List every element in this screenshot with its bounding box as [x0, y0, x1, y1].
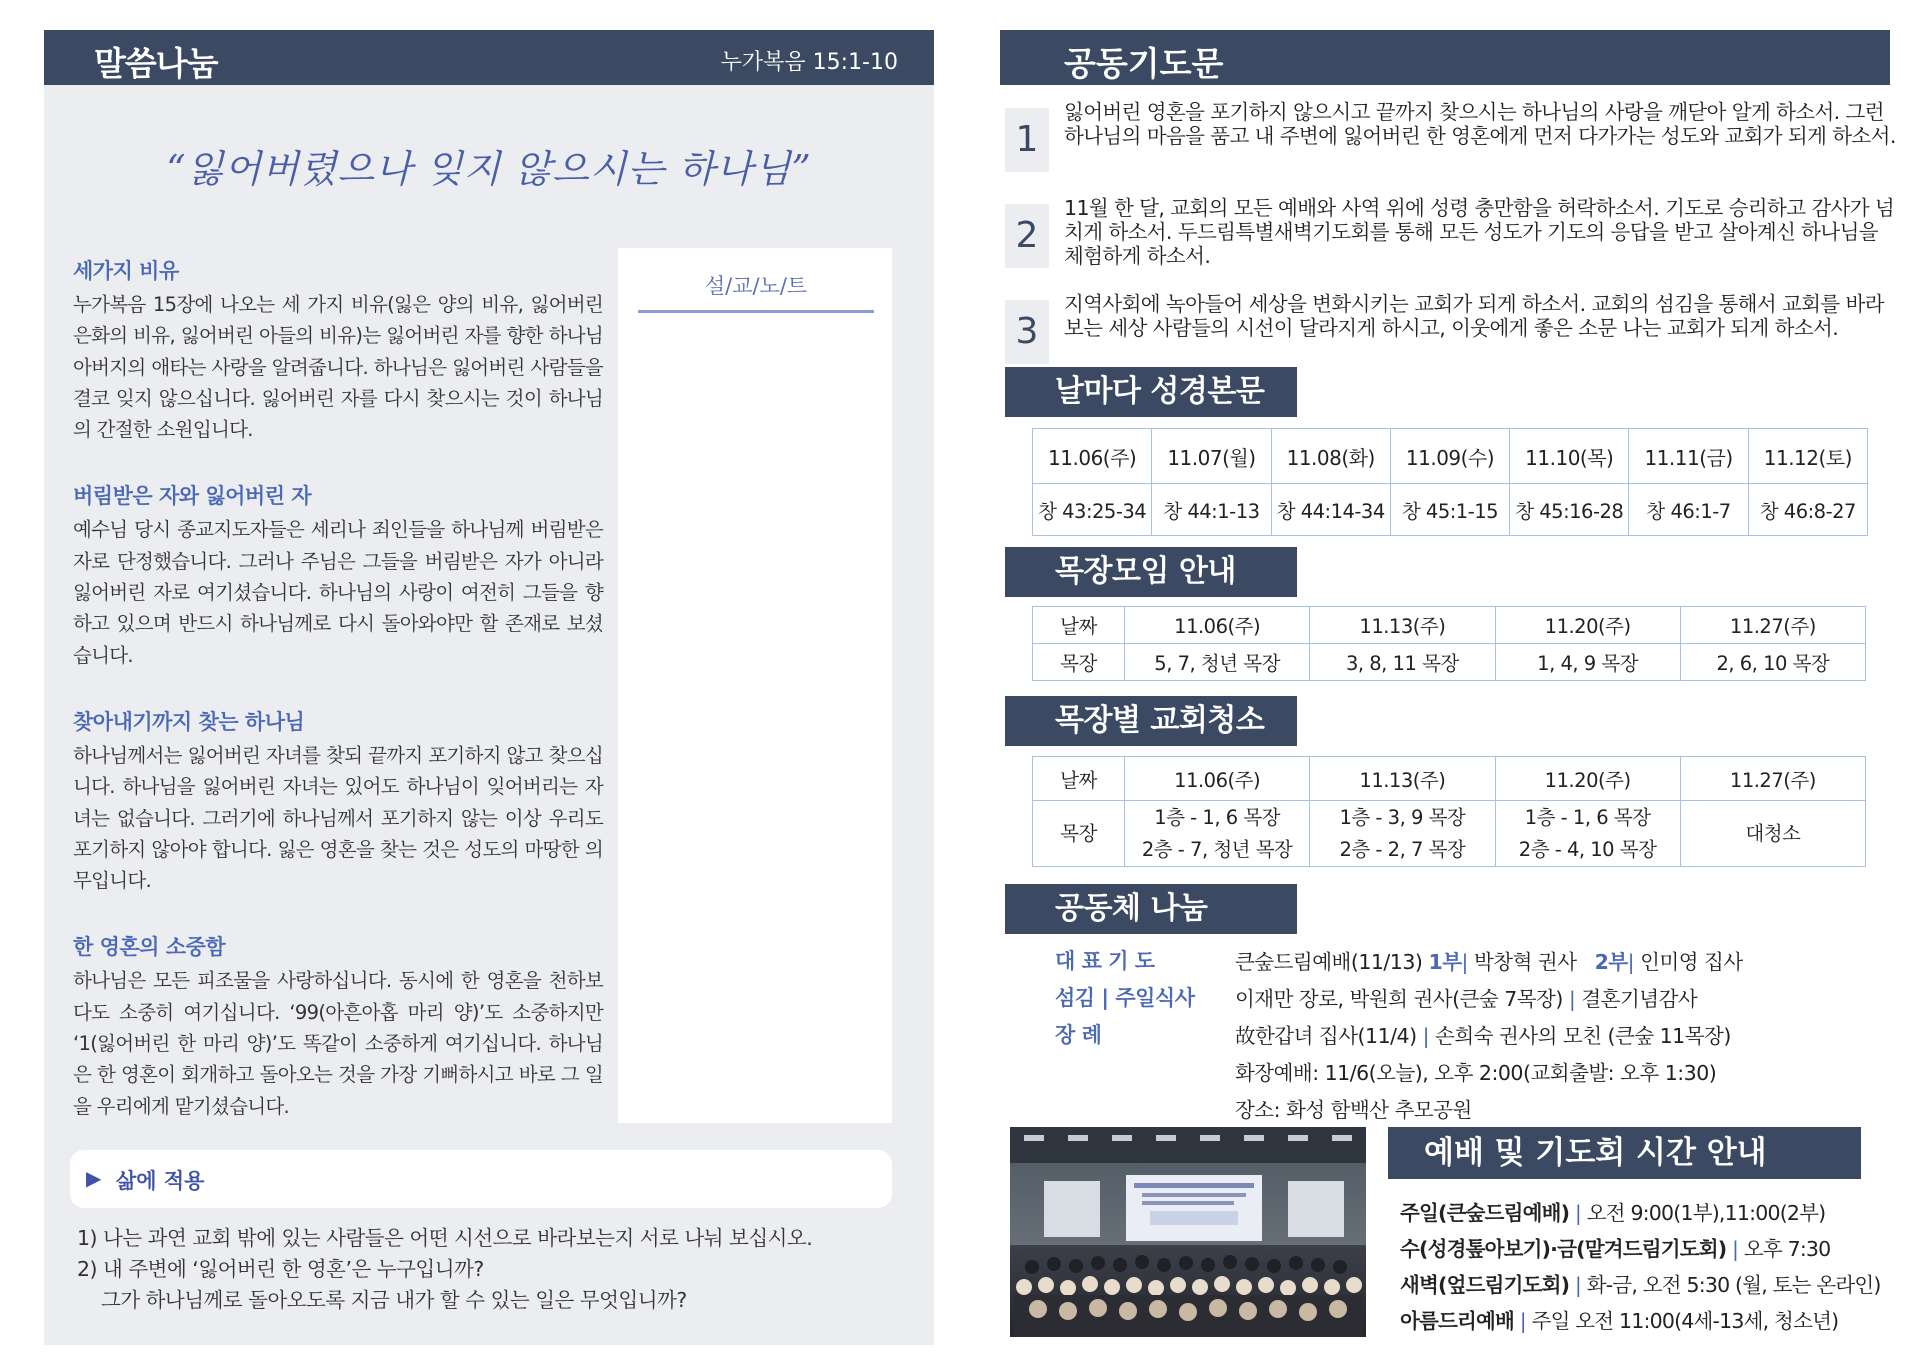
sermon-section	[73, 706, 603, 896]
prayer-item	[1005, 196, 1895, 292]
application-label: 삶에 적용	[116, 1169, 205, 1193]
table-row	[1033, 757, 1866, 801]
sermon-section	[73, 480, 603, 670]
community-row	[1055, 1017, 1875, 1054]
serve-reason: 결혼기념감사	[1581, 987, 1698, 1011]
application-question: 1) 나는 과연 교회 밖에 있는 사람들은 어떤 시선으로 바라보는지 서로 나눠 보십시오.	[77, 1226, 813, 1250]
mokjang-group: 3, 8, 11 목장	[1310, 644, 1495, 681]
worship-time: 화-금, 오전 5:30 (월, 토는 온라인)	[1586, 1273, 1881, 1297]
cleaning-line: 1층 - 1, 6 목장	[1154, 805, 1280, 829]
prayer-number: 2	[1005, 204, 1049, 268]
row-label: 목장	[1033, 644, 1125, 681]
mokjang-tab: 목장모임 안내	[1005, 547, 1297, 597]
mokjang-group: 1, 4, 9 목장	[1495, 644, 1680, 681]
row-label: 목장	[1033, 801, 1125, 867]
serve-people: 이재만 장로, 박원희 권사(큰숲 7목장)	[1235, 987, 1563, 1011]
sermon-section-heading: 버림받은 자와 잃어버린 자	[73, 484, 312, 509]
community-key: 섬김 | 주일식사	[1055, 986, 1195, 1010]
worship-name: 아름드리예배	[1400, 1309, 1515, 1333]
worship-name: 수(성경톺아보기)·금(맡겨드림기도회)	[1400, 1237, 1727, 1261]
worship-times-list	[1400, 1196, 1890, 1340]
worship-time: 오후 7:30	[1743, 1237, 1831, 1261]
sermon-section-heading: 찾아내기까지 찾는 하나님	[73, 709, 305, 734]
funeral-family: 손희숙 권사의 모친 (큰숲 11목장)	[1435, 1024, 1731, 1048]
prayer-header-bar	[1000, 30, 1890, 85]
prayer-text: 잃어버린 영혼을 포기하지 않으시고 끝까지 찾으시는 하나님의 사랑을 깨닫아 알게 하소서. 그런 하나님의 마음을 품고 내 주변에 잃어버린 한 영혼에게 먼저 다가가는 성도와 교회가 되게 하소서.	[1064, 100, 1896, 148]
cleaning-tab: 목장별 교회청소	[1005, 696, 1297, 746]
worship-name: 주일(큰숲드림예배)	[1400, 1201, 1570, 1225]
worship-time: 주일 오전 11:00(4세-13세, 청소년)	[1531, 1309, 1839, 1333]
sermon-section-heading: 한 영혼의 소중함	[73, 935, 226, 960]
daily-passage: 창 45:1-15	[1390, 484, 1509, 536]
community-key: 대 표 기 도	[1055, 949, 1155, 973]
community-value: 큰숲드림예배(11/13) 1부| 박창혁 권사 2부| 인미영 집사	[1235, 950, 1743, 974]
mokjang-group: 2, 6, 10 목장	[1680, 644, 1865, 681]
cleaning-line: 1층 - 1, 6 목장	[1524, 805, 1651, 829]
community-row	[1055, 1091, 1875, 1128]
table-row	[1033, 644, 1866, 681]
worship-row: 주일(큰숲드림예배) | 오전 9:00(1부),11:00(2부)	[1400, 1201, 1826, 1225]
table-row	[1033, 607, 1866, 644]
cleaning-table	[1032, 756, 1866, 867]
daily-date: 11.11(금)	[1629, 429, 1748, 484]
cleaning-line: 대청소	[1745, 821, 1801, 845]
prayer-person: 박창혁 권사	[1473, 950, 1577, 974]
sermon-section	[73, 255, 603, 445]
prayer-person: 인미영 집사	[1640, 950, 1743, 974]
cleaning-line: 2층 - 7, 청년 목장	[1141, 837, 1293, 861]
daily-scripture-table	[1032, 428, 1868, 536]
prayer-part: 2부	[1594, 950, 1628, 974]
sermon-body	[73, 255, 603, 1157]
congregation-photo	[1010, 1127, 1366, 1337]
daily-date: 11.06(주)	[1033, 429, 1152, 484]
worship-row: 아름드리예배 | 주일 오전 11:00(4세-13세, 청소년)	[1400, 1309, 1839, 1333]
mokjang-date: 11.20(주)	[1495, 607, 1680, 644]
community-value: 故한갑녀 집사(11/4) | 손희숙 권사의 모친 (큰숲 11목장)	[1235, 1024, 1731, 1048]
community-key: 장 례	[1055, 1023, 1102, 1047]
prayer-part: 1부	[1428, 950, 1462, 974]
daily-passage: 창 46:1-7	[1629, 484, 1748, 536]
daily-date: 11.10(목)	[1510, 429, 1629, 484]
community-value: 이재만 장로, 박원희 권사(큰숲 7목장) | 결혼기념감사	[1235, 987, 1698, 1011]
sermon-section	[73, 931, 603, 1121]
sermon-section-text: 누가복음 15장에 나오는 세 가지 비유(잃은 양의 비유, 잃어버린 은화의 비유, 잃어버린 아들의 비유)는 잃어버린 자를 향한 하나님 아버지의 애타는 사랑을 알려줍니다. 하나님은 잃어버린 사람들을 결코 잊지 않으십니다. 잃어버린 자를 다시 찾으시는 것이 하나님의 간절한 소원입니다.	[73, 293, 603, 442]
prayer-number: 1	[1005, 108, 1049, 172]
daily-passage: 창 44:14-34	[1271, 484, 1390, 536]
sermon-title: “잃어버렸으나 잊지 않으시는 하나님”	[166, 147, 812, 191]
prayer-text: 지역사회에 녹아들어 세상을 변화시키는 교회가 되게 하소서. 교회의 섬김을 통해서 교회를 바라보는 세상 사람들의 시선이 달라지게 하시고, 이웃에게 좋은 소문 나는 교회가 되게 하소서.	[1064, 292, 1884, 340]
application-question: 그가 하나님께로 돌아오도록 지금 내가 할 수 있는 일은 무엇입니까?	[101, 1288, 687, 1312]
daily-date: 11.07(월)	[1152, 429, 1271, 484]
cleaning-date: 11.13(주)	[1310, 757, 1495, 801]
prayer-text: 11월 한 달, 교회의 모든 예배와 사역 위에 성령 충만함을 허락하소서. 기도로 승리하고 감사가 넘치게 하소서. 두드림특별새벽기도회를 통해 모든 성도가 기도의 응답을 받고 살아계신 하나님을 체험하게 하소서.	[1064, 196, 1895, 268]
mokjang-date: 11.06(주)	[1125, 607, 1310, 644]
daily-passage: 창 44:1-13	[1152, 484, 1271, 536]
sermon-section-text: 하나님은 모든 피조물을 사랑하십니다. 동시에 한 영혼을 천하보다도 소중히 여기십니다. ‘99(아흔아홉 마리 양)’도 소중하지만 ‘1(잃어버린 한 마리 양)’도 똑같이 소중하게 여기십니다. 하나님은 한 영혼이 회개하고 돌아오는 것을 가장 기뻐하시고 바로 그 일을 우리에게 맡기셨습니다.	[73, 969, 603, 1118]
cleaning-date: 11.06(주)	[1125, 757, 1310, 801]
sermon-notes-box	[618, 248, 892, 1123]
cleaning-line: 1층 - 3, 9 목장	[1339, 805, 1466, 829]
daily-passage: 창 46:8-27	[1748, 484, 1867, 536]
daily-passage: 창 43:25-34	[1033, 484, 1152, 536]
prayer-list	[1005, 100, 1895, 362]
cleaning-assignment	[1125, 801, 1310, 867]
worship-times-tab: 예배 및 기도회 시간 안내	[1388, 1127, 1861, 1179]
community-row	[1055, 1054, 1875, 1091]
daily-date: 11.09(수)	[1390, 429, 1509, 484]
community-tab: 공동체 나눔	[1005, 884, 1297, 934]
sermon-section-text: 예수님 당시 종교지도자들은 세리나 죄인들을 하나님께 버림받은 자로 단정했습니다. 그러나 주님은 그들을 버림받은 자가 아니라 잃어버린 자로 여기셨습니다. 하나님의 사랑이 여전히 그들을 향하고 있으며 반드시 하나님께로 다시 돌아와야만 할 존재로 보셨습니다.	[73, 518, 603, 667]
cleaning-line: 2층 - 4, 10 목장	[1518, 837, 1657, 861]
community-row	[1055, 943, 1875, 980]
cleaning-date: 11.27(주)	[1680, 757, 1865, 801]
worship-row: 새벽(엎드림기도회) | 화-금, 오전 5:30 (월, 토는 온라인)	[1400, 1273, 1881, 1297]
daily-date: 11.08(화)	[1271, 429, 1390, 484]
worship-name: 새벽(엎드림기도회)	[1400, 1273, 1570, 1297]
worship-row: 수(성경톺아보기)·금(맡겨드림기도회) | 오후 7:30	[1400, 1237, 1831, 1261]
mokjang-date: 11.27(주)	[1680, 607, 1865, 644]
sermon-notes-label: 설/교/노/트	[638, 270, 874, 313]
funeral-service: 화장예배: 11/6(오늘), 오후 2:00(교회출발: 오후 1:30)	[1235, 1061, 1717, 1085]
application-box	[70, 1150, 892, 1208]
row-label: 날짜	[1033, 757, 1125, 801]
daily-scripture-tab: 날마다 성경본문	[1005, 367, 1297, 417]
triangle-right-icon: ▶	[86, 1166, 102, 1190]
sermon-reference: 누가복음 15:1-10	[720, 50, 898, 75]
mokjang-table	[1032, 606, 1866, 681]
prayer-item	[1005, 292, 1895, 362]
prayer-number: 3	[1005, 300, 1049, 364]
application-questions	[77, 1223, 927, 1316]
sermon-header-bar	[44, 30, 934, 85]
prayer-header-title: 공동기도문	[1064, 44, 1224, 83]
cleaning-line: 2층 - 2, 7 목장	[1339, 837, 1466, 861]
sermon-section-heading: 세가지 비유	[73, 259, 179, 283]
table-row	[1033, 429, 1868, 484]
daily-passage: 창 45:16-28	[1510, 484, 1629, 536]
mokjang-date: 11.13(주)	[1310, 607, 1495, 644]
prayer-service: 큰숲드림예배(11/13)	[1235, 950, 1423, 974]
cleaning-date: 11.20(주)	[1495, 757, 1680, 801]
cleaning-assignment	[1680, 801, 1865, 867]
sermon-header-title: 말씀나눔	[94, 44, 218, 83]
funeral-deceased: 故한갑녀 집사(11/4)	[1235, 1024, 1417, 1048]
sermon-section-text: 하나님께서는 잃어버린 자녀를 찾되 끝까지 포기하지 않고 찾으십니다. 하나님을 잃어버린 자녀는 있어도 하나님이 잊어버리는 자녀는 없습니다. 그러기에 하나님께서 포기하지 않는 이상 우리도 포기하지 않아야 합니다. 잃은 영혼을 찾는 것은 성도의 마땅한 의무입니다.	[73, 743, 603, 893]
funeral-place: 장소: 화성 함백산 추모공원	[1235, 1098, 1472, 1122]
mokjang-group: 5, 7, 청년 목장	[1125, 644, 1310, 681]
community-row	[1055, 980, 1875, 1017]
daily-date: 11.12(토)	[1748, 429, 1867, 484]
cleaning-assignment	[1495, 801, 1680, 867]
row-label: 날짜	[1033, 607, 1125, 644]
community-list	[1055, 943, 1875, 1128]
application-question: 2) 내 주변에 ‘잃어버린 한 영혼’은 누구입니까?	[77, 1257, 484, 1281]
table-row	[1033, 801, 1866, 867]
cleaning-assignment	[1310, 801, 1495, 867]
prayer-item	[1005, 100, 1895, 196]
table-row	[1033, 484, 1868, 536]
congregation-photo-image	[1010, 1127, 1366, 1337]
worship-time: 오전 9:00(1부),11:00(2부)	[1586, 1201, 1826, 1225]
